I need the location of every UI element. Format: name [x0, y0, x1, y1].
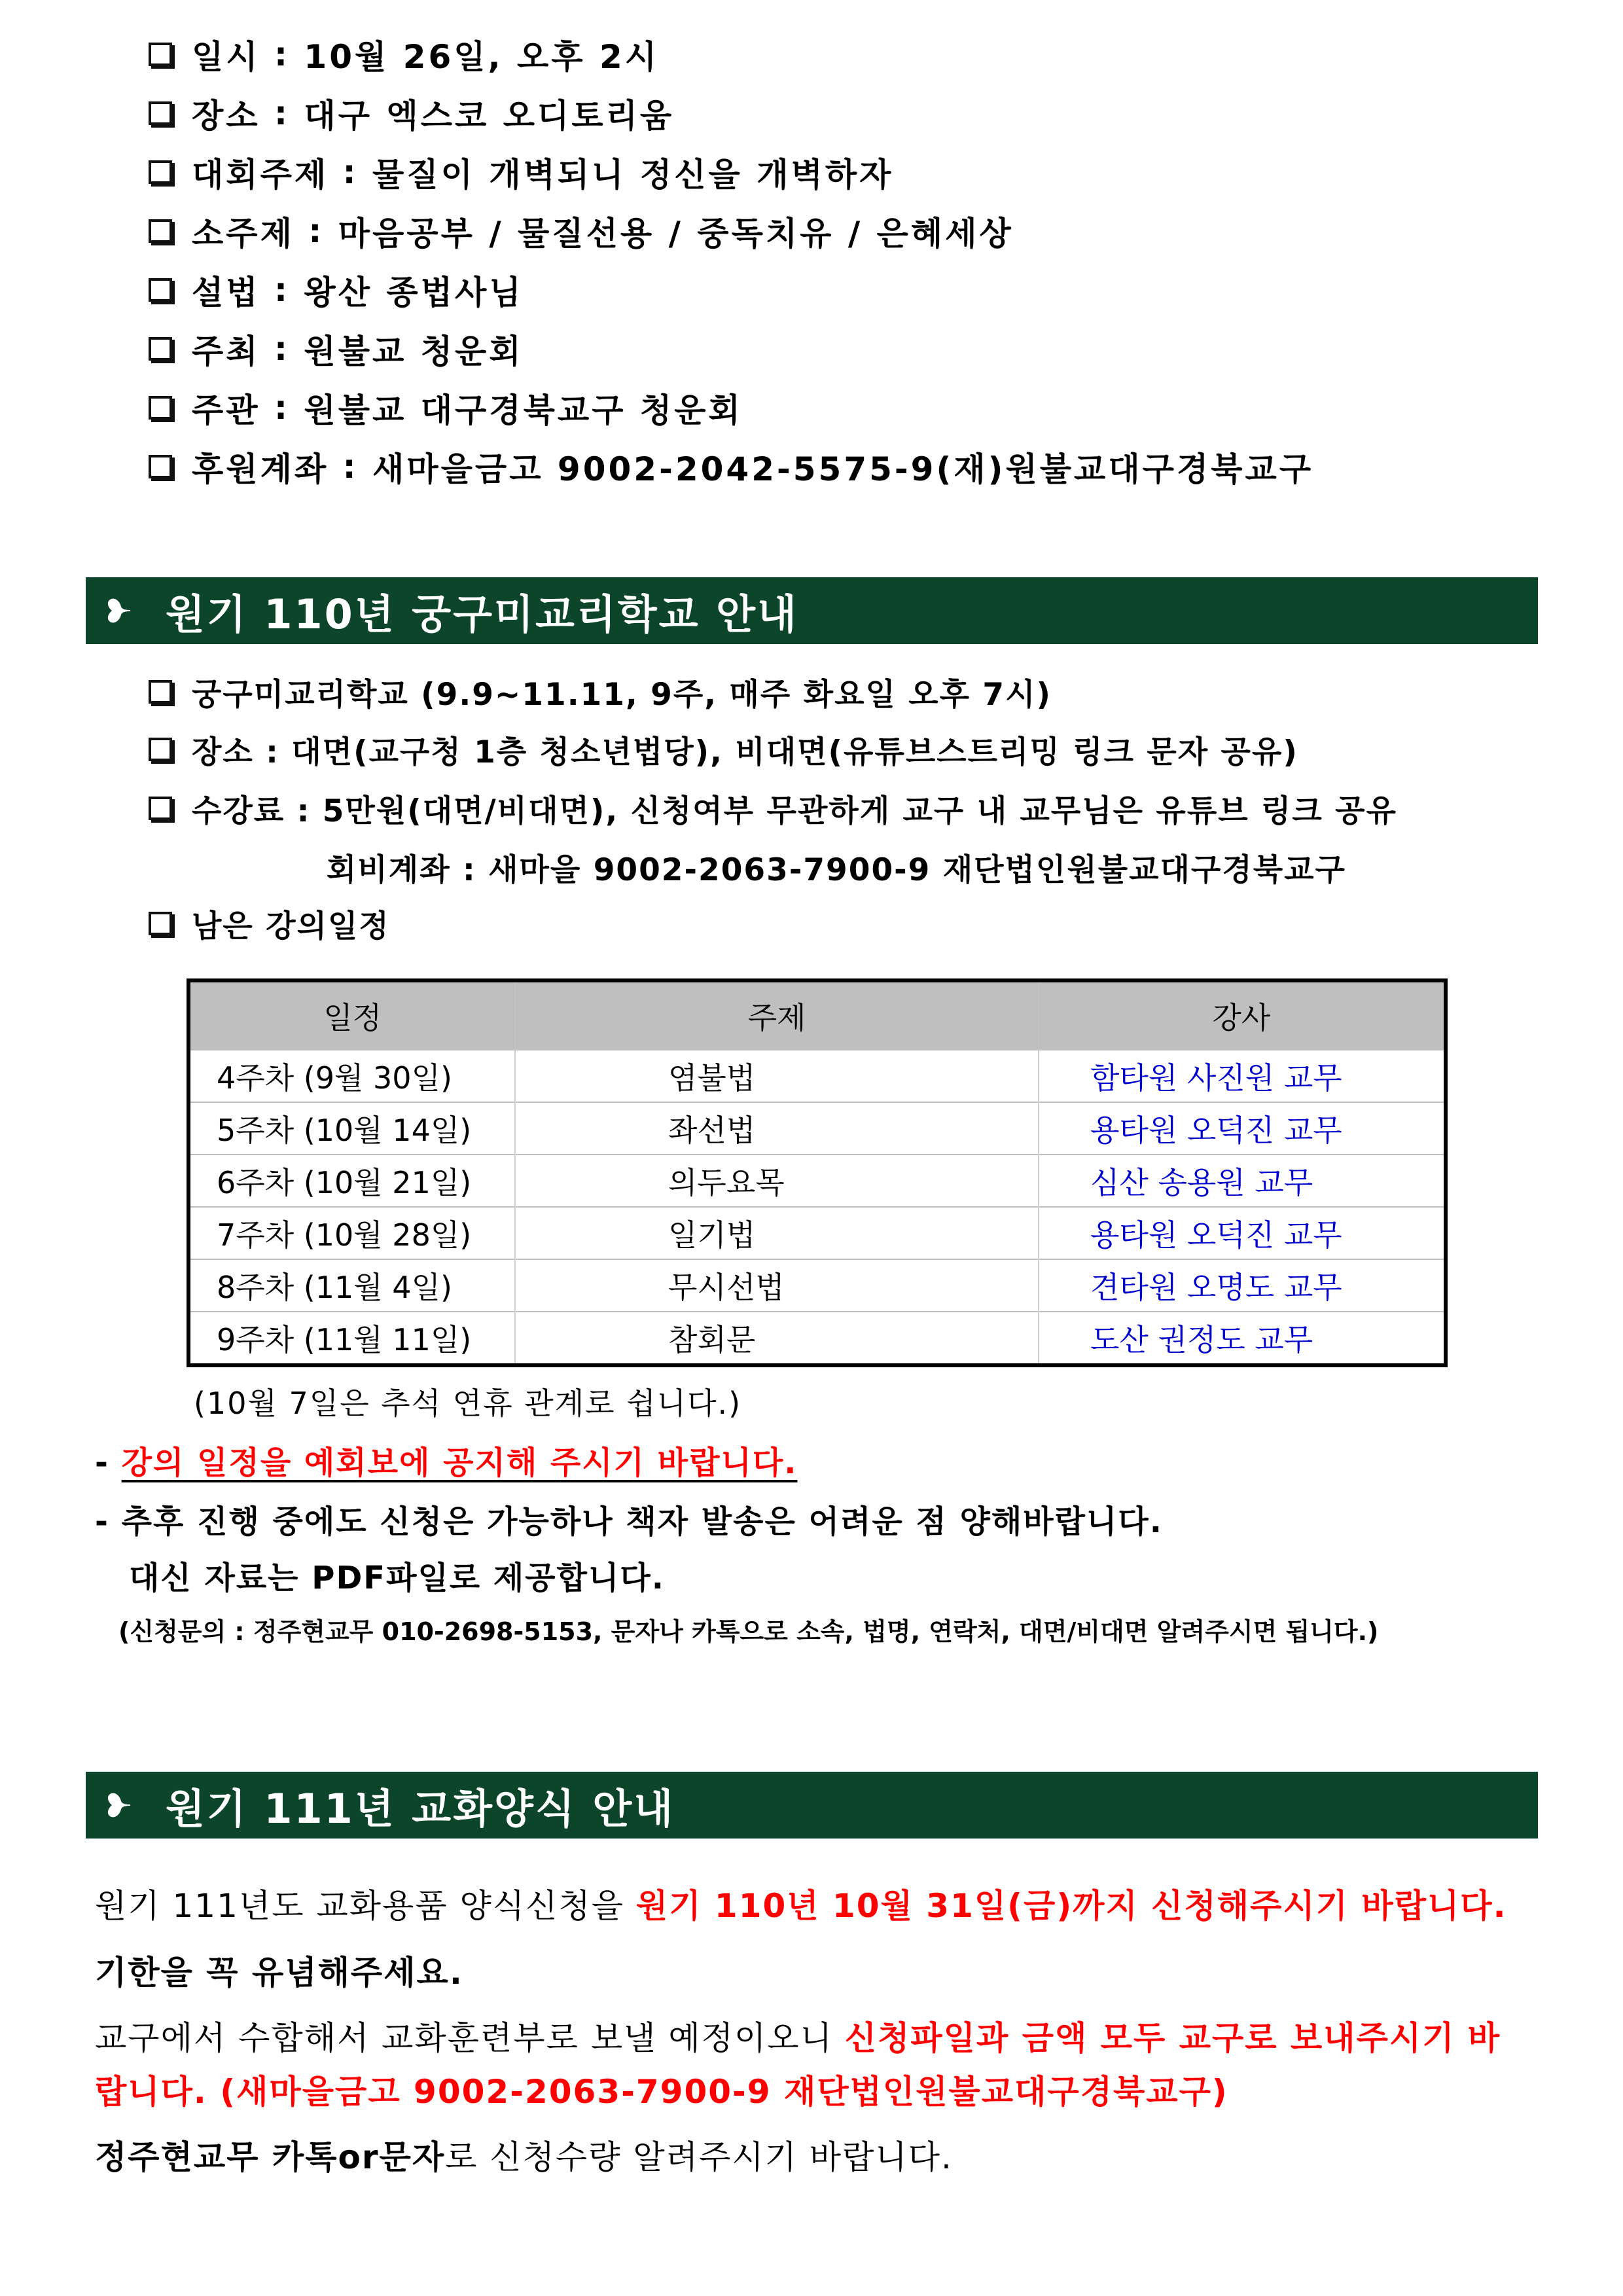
school-info-item	[149, 779, 1397, 838]
checkbox-bullet-icon	[149, 396, 172, 420]
cell-date: 5주차 (10월 14일)	[188, 1102, 515, 1155]
separator: :	[260, 94, 304, 132]
table-row	[188, 1050, 1446, 1102]
p1-text: 원기 111년도 교화용품 양식신청을	[95, 1887, 636, 1925]
checkbox-bullet-icon	[149, 101, 172, 125]
cell-topic: 의두요목	[515, 1155, 1039, 1207]
cell-date: 9주차 (11월 11일)	[188, 1312, 515, 1365]
section-title: 원기 111년 교화양식 안내	[166, 1784, 675, 1833]
item-label: 일시	[192, 38, 260, 76]
column-header-lecturer: 강사	[1039, 980, 1446, 1050]
schedule-heading	[149, 894, 390, 953]
forms-paragraph-1	[95, 1880, 1507, 1927]
section-title: 원기 110년 궁구미교리학교 안내	[166, 590, 798, 638]
cell-lecturer: 용타원 오덕진 교무	[1039, 1102, 1446, 1155]
cell-topic: 좌선법	[515, 1102, 1039, 1155]
checkbox-bullet-icon	[149, 797, 172, 820]
school-info-item	[149, 720, 1298, 779]
item-value: 10월 26일, 오후 2시	[304, 38, 660, 76]
item-label: 주관	[192, 391, 260, 429]
separator: :	[329, 448, 373, 486]
account-text: 회비계좌 : 새마을 9002-2063-7900-9 재단법인원불교대구경북교구	[327, 852, 1346, 888]
item-label: 소주제	[192, 215, 294, 253]
item-value: 대구 엑스코 오디토리움	[304, 97, 675, 135]
table-row	[188, 1312, 1446, 1365]
separator: :	[260, 35, 304, 73]
forms-paragraph-2: 기한을 꼭 유념해주세요.	[95, 1954, 463, 1992]
column-header-topic: 주제	[515, 980, 1039, 1050]
event-info-item	[149, 84, 674, 143]
notice-pdf-line: 대신 자료는 PDF파일로 제공합니다.	[129, 1560, 665, 1596]
table-row	[188, 1102, 1446, 1155]
item-value: 원불교 대구경북교구 청운회	[304, 391, 743, 429]
table-row	[188, 1155, 1446, 1207]
cell-lecturer: 도산 권정도 교무	[1039, 1312, 1446, 1365]
item-label: 후원계좌	[192, 450, 329, 488]
cell-date: 7주차 (10월 28일)	[188, 1207, 515, 1259]
item-value: 물질이 개벽되니 정신을 개벽하자	[372, 156, 894, 194]
separator: :	[329, 153, 373, 191]
p3-red-text: 신청파일과 금액 모두 교구로 보내주시기 바	[844, 2019, 1501, 2057]
cell-lecturer: 용타원 오덕진 교무	[1039, 1207, 1446, 1259]
event-info-item	[149, 25, 659, 84]
section-header-forms	[86, 1772, 1538, 1839]
item-value: 원불교 청운회	[304, 332, 524, 370]
cell-lecturer: 함타원 사진원 교무	[1039, 1050, 1446, 1102]
checkbox-bullet-icon	[149, 337, 172, 361]
event-info-item	[149, 437, 1313, 496]
section-header-school	[86, 577, 1538, 644]
item-value: 새마을금고 9002-2042-5575-9(재)원불교대구경북교구	[372, 450, 1314, 488]
cell-topic: 일기법	[515, 1207, 1039, 1259]
item-label: 설법	[192, 274, 260, 312]
item-value: 왕산 종법사님	[304, 274, 524, 312]
notice-red-line	[95, 1437, 797, 1482]
item-text: 궁구미교리학교 (9.9~11.11, 9주, 매주 화요일 오후 7시)	[192, 676, 1052, 713]
event-info-item	[149, 143, 893, 202]
heading-text: 남은 강의일정	[192, 908, 390, 944]
table-row	[188, 1259, 1446, 1312]
forms-paragraph-3-cont: 랍니다. (새마을금고 9002-2063-7900-9 재단법인원불교대구경북교구)	[95, 2073, 1228, 2111]
schedule-table	[187, 978, 1448, 1367]
p1-deadline: 원기 110년 10월 31일(금)까지 신청해주시기 바랍니다.	[635, 1887, 1507, 1925]
notice-red-text: 강의 일정을 예회보에 공지해 주시기 바랍니다.	[121, 1444, 798, 1481]
checkbox-bullet-icon	[149, 738, 172, 761]
notice-late-line	[95, 1496, 1163, 1541]
item-text: 장소 : 대면(교구청 1층 청소년법당), 비대면(유튜브스트리밍 링크 문자 공유)	[192, 734, 1298, 770]
event-info-item	[149, 260, 524, 319]
p3-text: 교구에서 수합해서 교화훈련부로 보낼 예정이오니	[95, 2019, 845, 2057]
cell-date: 4주차 (9월 30일)	[188, 1050, 515, 1102]
table-row	[188, 1207, 1446, 1259]
cell-topic: 참회문	[515, 1312, 1039, 1365]
heart-bullet-icon	[105, 1791, 134, 1820]
forms-paragraph-4	[95, 2131, 953, 2178]
checkbox-bullet-icon	[149, 219, 172, 243]
cell-lecturer: 견타원 오명도 교무	[1039, 1259, 1446, 1312]
checkbox-bullet-icon	[149, 912, 172, 935]
dash-bullet: -	[95, 1444, 109, 1481]
school-info-item	[149, 662, 1052, 721]
checkbox-bullet-icon	[149, 680, 172, 704]
checkbox-bullet-icon	[149, 43, 172, 66]
separator: :	[260, 271, 304, 309]
item-label: 대회주제	[192, 156, 329, 194]
cell-date: 8주차 (11월 4일)	[188, 1259, 515, 1312]
holiday-note: (10월 7일은 추석 연휴 관계로 쉽니다.)	[194, 1386, 742, 1421]
item-label: 장소	[192, 97, 260, 135]
p4-text: 로 신청수량 알려주시기 바랍니다.	[445, 2138, 953, 2176]
event-info-item	[149, 319, 524, 378]
contact-note: (신청문의 : 정주현교무 010-2698-5153, 문자나 카톡으로 소속, 법명, 연락처, 대면/비대면 알려주시면 됩니다.)	[118, 1617, 1379, 1646]
item-text: 수강료 : 5만원(대면/비대면), 신청여부 무관하게 교구 내 교무님은 유튜브 링크 공유	[192, 793, 1397, 829]
event-info-item	[149, 378, 743, 437]
checkbox-bullet-icon	[149, 160, 172, 184]
cell-topic: 염불법	[515, 1050, 1039, 1102]
notice-late-text: 추후 진행 중에도 신청은 가능하나 책자 발송은 어려운 점 양해바랍니다.	[121, 1503, 1163, 1540]
table-header-row	[188, 980, 1446, 1050]
column-header-date: 일정	[188, 980, 515, 1050]
cell-date: 6주차 (10월 21일)	[188, 1155, 515, 1207]
dash-bullet: -	[95, 1503, 109, 1540]
item-label: 주최	[192, 332, 260, 370]
separator: :	[260, 389, 304, 427]
p4-contact: 정주현교무 카톡or문자	[95, 2138, 446, 2176]
heart-bullet-icon	[105, 596, 134, 625]
item-value: 마음공부 / 물질선용 / 중독치유 / 은혜세상	[338, 215, 1014, 253]
checkbox-bullet-icon	[149, 455, 172, 478]
separator: :	[294, 212, 338, 250]
cell-lecturer: 심산 송용원 교무	[1039, 1155, 1446, 1207]
forms-paragraph-3	[95, 2012, 1501, 2059]
account-line	[327, 838, 1346, 897]
event-info-item	[149, 202, 1014, 260]
separator: :	[260, 330, 304, 368]
checkbox-bullet-icon	[149, 278, 172, 302]
cell-topic: 무시선법	[515, 1259, 1039, 1312]
